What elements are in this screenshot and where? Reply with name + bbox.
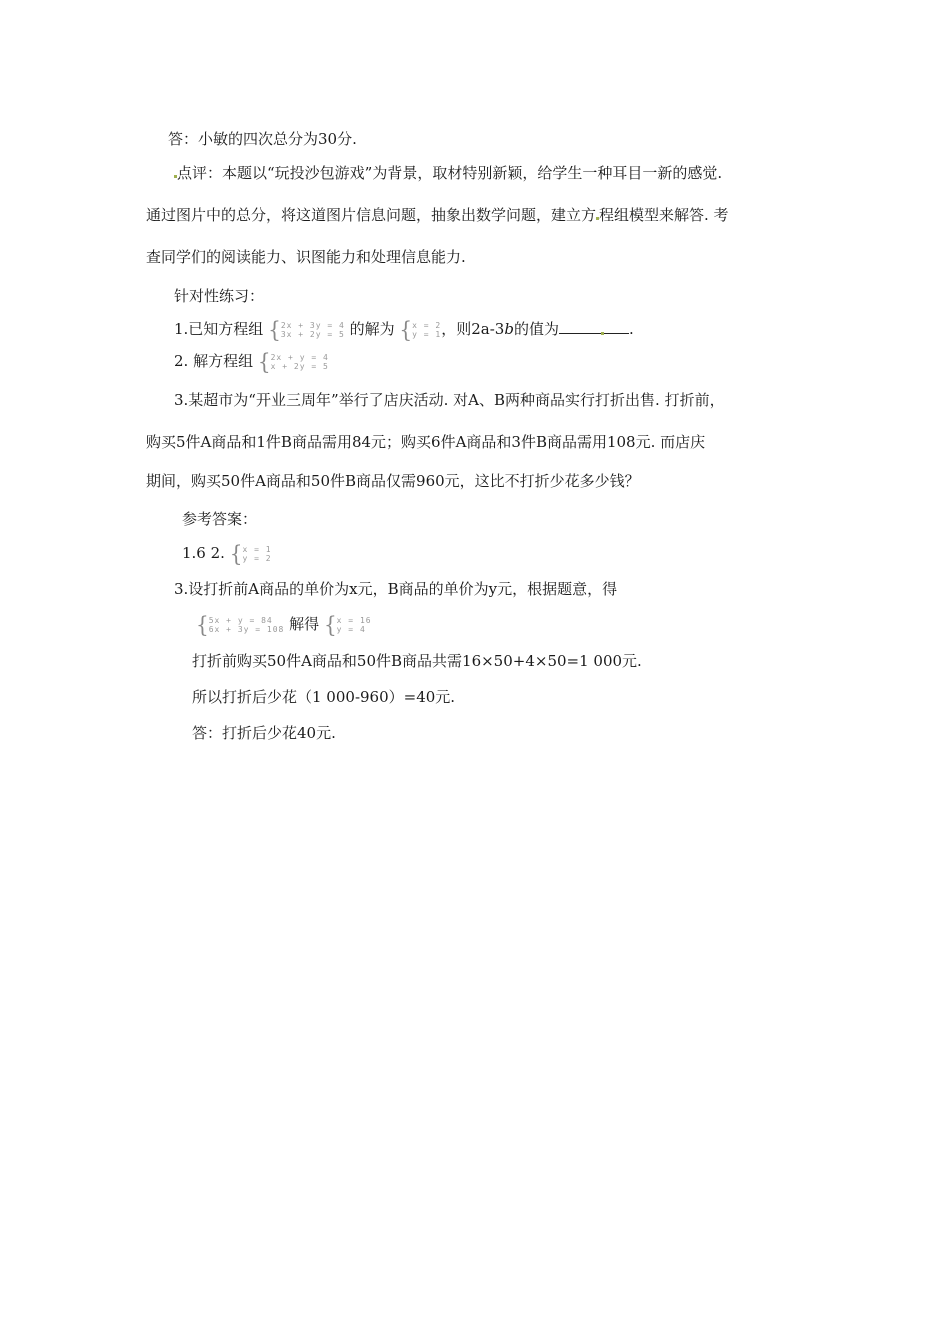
question-3-line-3: 期间，购买50件A商品和50件B商品仅需960元，这比不打折少花多少钱？: [146, 472, 640, 490]
answer-line: 答：小敏的四次总分为30分.: [168, 130, 357, 148]
reference-heading: 参考答案：: [182, 510, 258, 528]
comment-line-2: 通过图片中的总分，将这道图片信息问题，抽象出数学问题，建立方 程组模型来解答. 考: [146, 206, 729, 224]
comment-line-1: 点评：本题以“玩投沙包游戏”为背景，取材特别新颖，给学生一种耳目一新的感觉.: [174, 162, 722, 184]
solution-system: {x = 1 y = 2: [229, 540, 272, 568]
answer-3-line-3: 所以打折后少花（1 000-960）=40元.: [192, 688, 456, 706]
solution-system: {x = 16 y = 4: [323, 611, 372, 639]
question-3-line-2: 购买5件A商品和1件B商品需用84元；购买6件A商品和3件B商品需用108元. 而店庆: [146, 433, 706, 451]
answer-1-2: 1.6 2. {x = 1 y = 2: [182, 540, 272, 568]
question-1: 1.已知方程组 {2x + 3y = 4 3x + 2y = 5 的解为 {x = 2 y = 1，则2a-3b的值为 .: [174, 316, 634, 344]
comment-line-3: 查同学们的阅读能力、识图能力和处理信息能力.: [146, 248, 466, 266]
answer-3-systems: {5x + y = 84 6x + 3y = 108 解得 {x = 16 y = 4: [196, 611, 372, 639]
equation-system: {5x + y = 84 6x + 3y = 108: [196, 611, 285, 639]
equation-system: {2x + y = 4 x + 2y = 5: [257, 348, 329, 376]
answer-3-line-4: 答：打折后少花40元.: [192, 724, 336, 742]
equation-system: {2x + 3y = 4 3x + 2y = 5: [268, 316, 345, 344]
question-3-line-1: 3.某超市为“开业三周年”举行了店庆活动. 对A、B两种商品实行打折出售. 打折前，: [174, 391, 725, 409]
answer-3-line-1: 3.设打折前A商品的单价为x元，B商品的单价为y元，根据题意，得: [174, 580, 618, 598]
answer-blank[interactable]: [559, 319, 629, 334]
solution-system: {x = 2 y = 1: [399, 316, 442, 344]
question-2: 2. 解方程组 {2x + y = 4 x + 2y = 5: [174, 348, 329, 376]
practice-heading: 针对性练习：: [174, 287, 265, 305]
answer-3-line-2: 打折前购买50件A商品和50件B商品共需16×50+4×50=1 000元.: [192, 652, 642, 670]
